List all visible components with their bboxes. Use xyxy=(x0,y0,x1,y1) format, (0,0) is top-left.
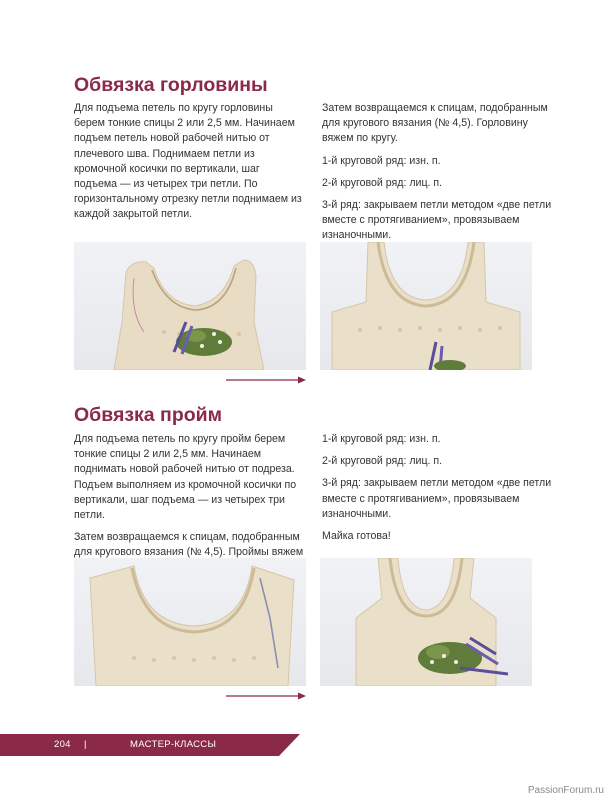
page-number: 204 xyxy=(54,739,71,750)
arrow-right-icon xyxy=(226,691,306,701)
watermark: PassionForum.ru xyxy=(527,785,604,796)
section1-left-text xyxy=(74,101,305,230)
section-title-armholes: Обвязка пройм xyxy=(74,404,223,426)
paragraph: Затем возвращаемся к спицам, подобранным для кругового вязания (№ 4,5). Горловину вяжем по кругу. xyxy=(322,102,548,145)
paragraph: Майка готова! xyxy=(322,530,391,543)
section2-right-text xyxy=(322,432,553,551)
paragraph: 1-й круговой ряд: изн. п. xyxy=(322,433,441,445)
paragraph: 1-й круговой ряд: изн. п. xyxy=(322,154,441,167)
paragraph: 2-й круговой ряд: лиц. п. xyxy=(322,176,443,189)
footer-section-label: МАСТЕР-КЛАССЫ xyxy=(130,739,217,750)
paragraph: 3-й ряд: закрываем петли методом «две петли вместе с протягиванием», провязываем изнаночными. xyxy=(322,477,552,520)
section-title-neckline: Обвязка горловины xyxy=(74,74,268,96)
section1-right-text xyxy=(322,101,553,251)
paragraph: Для подъема петель по кругу горловины берем тонкие спицы 2 или 2,5 мм. Начинаем подъем петель новой рабочей нитью от плечевого шва. Поднимаем петли из кромочной косички по вертикали, шаг подъема — из четырех три петли. По горизонтальному отрезку петли поднимаем из каждой закрытой петли. xyxy=(74,102,302,221)
photo-finished-top xyxy=(320,558,532,686)
arrow-right-icon xyxy=(226,375,306,385)
photo-neckline-step-1 xyxy=(74,242,306,370)
photo-armhole-step-1 xyxy=(74,558,306,686)
footer-separator: | xyxy=(84,739,87,750)
paragraph: Для подъема петель по кругу пройм берем тонкие спицы 2 или 2,5 мм. Начинаем поднимать новой рабочей нитью от подреза. Подъем выполняем из кромочной косички по вертикали, шаг подъема — из четырех три петли. xyxy=(74,433,297,522)
paragraph: Затем возвращаемся к спицам, подобранным для кругового вязания (№ 4,5). Проймы вяжем xyxy=(74,531,304,559)
paragraph: 2-й круговой ряд: лиц. п. xyxy=(322,455,443,468)
paragraph: 3-й ряд: закрываем петли методом «две петли вместе с протягиванием», провязываем изнаночными. xyxy=(322,199,552,242)
photo-neckline-step-2 xyxy=(320,242,532,370)
